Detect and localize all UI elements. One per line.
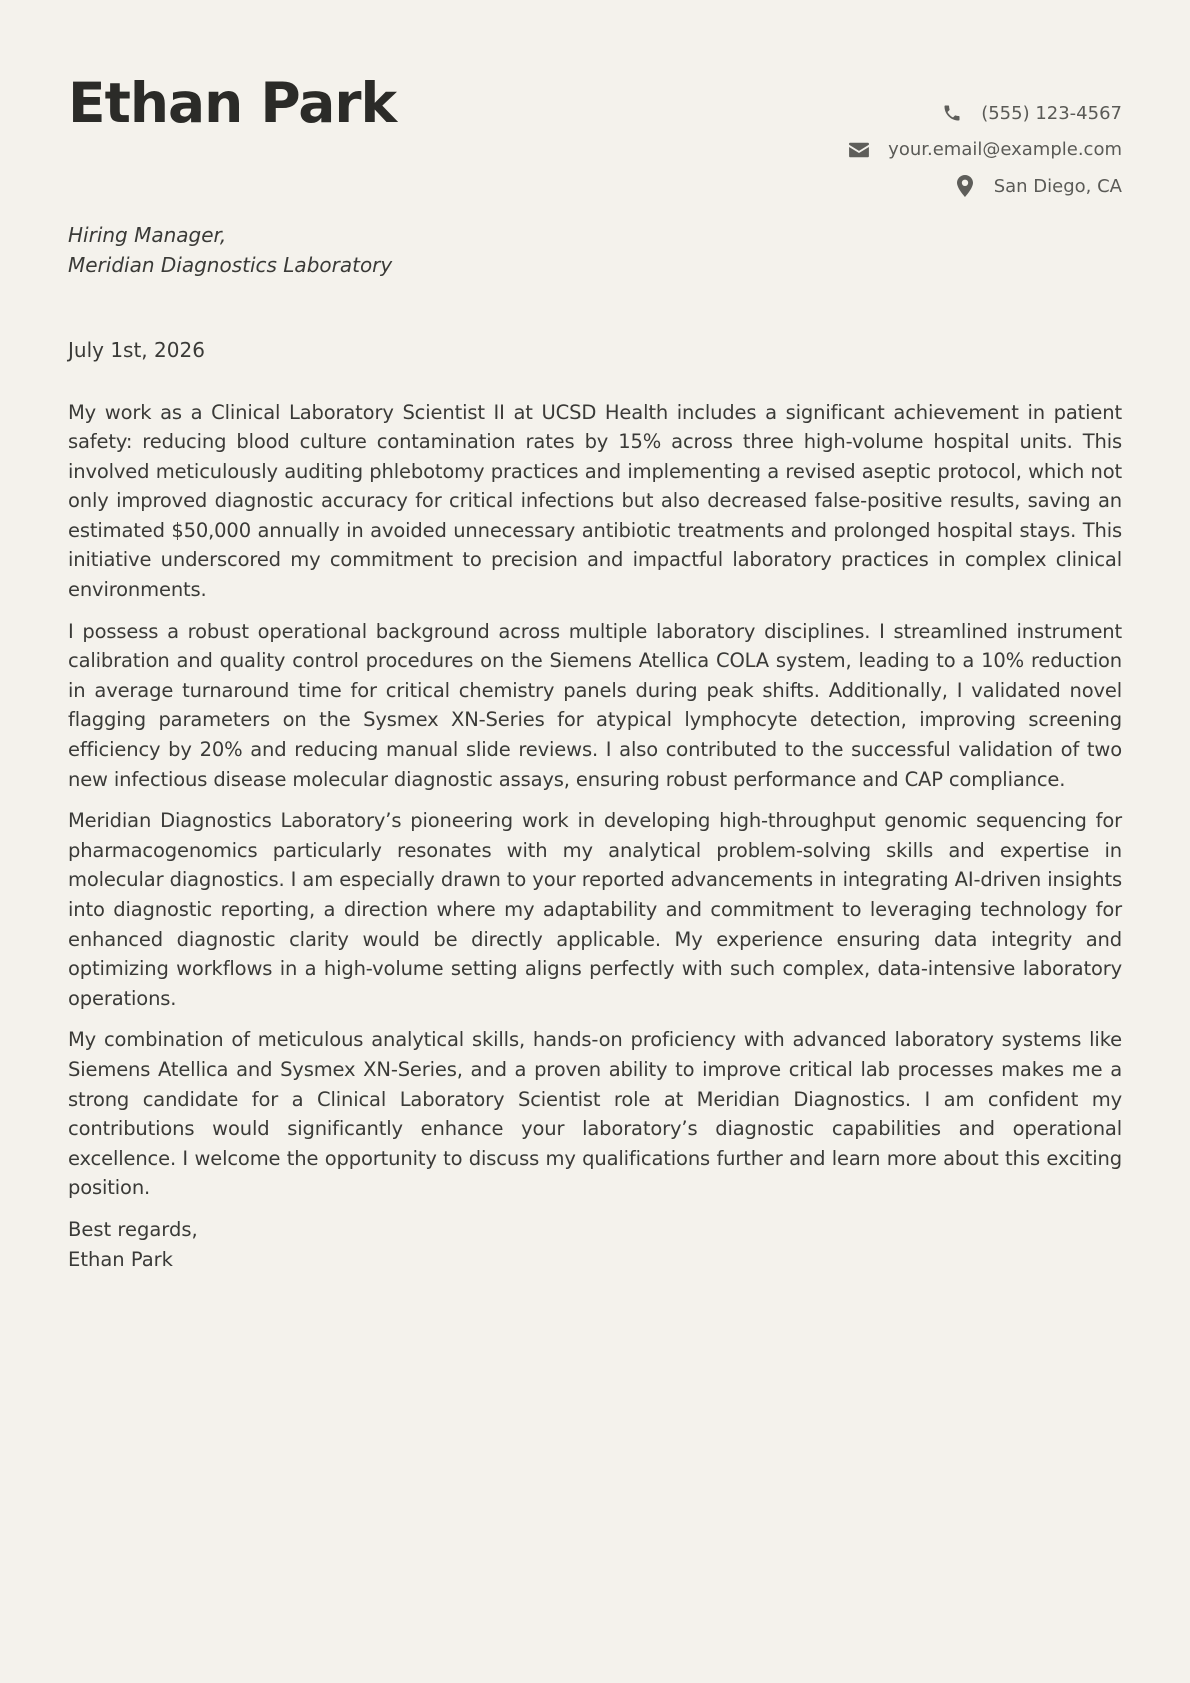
contact-phone bbox=[848, 95, 1122, 132]
body-paragraph: Meridian Diagnostics Laboratory’s pioneering work in developing high-throughput genomic sequencing for pharmacogenomics particularly resonates with my analytical problem-solving skills and expertise in molecular diagnostics. I am especially drawn to your reported advancements in integrating AI-driven insights into diagnostic reporting, a direction where my adaptability and commitment to leveraging technology for enhanced diagnostic clarity would be directly applicable. My experience ensuring data integrity and optimizing workflows in a high-volume setting aligns perfectly with such complex, data-intensive laboratory operations. bbox=[68, 809, 1122, 1010]
envelope-icon bbox=[848, 139, 870, 161]
map-pin-icon bbox=[954, 175, 976, 197]
letter-header bbox=[68, 0, 1122, 205]
closing-salutation: Best regards, bbox=[68, 1217, 198, 1241]
letter-body bbox=[68, 398, 1122, 1203]
email-text: your.email@example.com bbox=[888, 139, 1122, 161]
recipient-title: Hiring Manager, bbox=[68, 223, 227, 247]
contact-location bbox=[848, 168, 1122, 205]
recipient-company: Meridian Diagnostics Laboratory bbox=[68, 252, 393, 277]
recipient-block bbox=[68, 221, 1122, 280]
closing-block bbox=[68, 1215, 1122, 1274]
cover-letter bbox=[68, 0, 1122, 1274]
location-text: San Diego, CA bbox=[993, 175, 1122, 197]
body-paragraph: My work as a Clinical Laboratory Scientist II at UCSD Health includes a significant achievement in patient safety: reducing blood culture contamination rates by 15% across three high-volume hospital units. This involved meticulously auditing phlebotomy practices and implementing a revised aseptic protocol, which not only improved diagnostic accuracy for critical infections but also decreased false-positive results, saving an estimated $50,000 annually in avoided unnecessary antibiotic treatments and prolonged hospital stays. This initiative underscored my commitment to precision and impactful laboratory practices in complex clinical environments. bbox=[68, 400, 1122, 602]
body-paragraph: My combination of meticulous analytical skills, hands-on proficiency with advanced laboratory systems like Siemens Atellica and Sysmex XN-Series, and a proven ability to improve critical lab processes makes me a strong candidate for a Clinical Laboratory Scientist role at Meridian Diagnostics. I am confident my contributions would significantly enhance your laboratory’s diagnostic capabilities and operational excellence. I welcome the opportunity to discuss my qualifications further and learn more about this exciting position. bbox=[68, 1028, 1122, 1200]
contact-email bbox=[848, 132, 1122, 169]
letter-date: July 1st, 2026 bbox=[68, 338, 205, 362]
applicant-name: Ethan Park bbox=[68, 71, 397, 135]
phone-icon bbox=[941, 102, 963, 124]
signature-name: Ethan Park bbox=[68, 1247, 173, 1271]
phone-text: (555) 123-4567 bbox=[981, 102, 1122, 124]
body-paragraph: I possess a robust operational background across multiple laboratory disciplines. I streamlined instrument calibration and quality control procedures on the Siemens Atellica COLA system, leading to a 10% reduction in average turnaround time for critical chemistry panels during peak shifts. Additionally, I validated novel flagging parameters on the Sysmex XN-Series for atypical lymphocyte detection, improving screening efficiency by 20% and reducing manual slide reviews. I also contributed to the successful validation of two new infectious disease molecular diagnostic assays, ensuring robust performance and CAP compliance. bbox=[68, 619, 1122, 791]
contact-info bbox=[848, 95, 1122, 205]
